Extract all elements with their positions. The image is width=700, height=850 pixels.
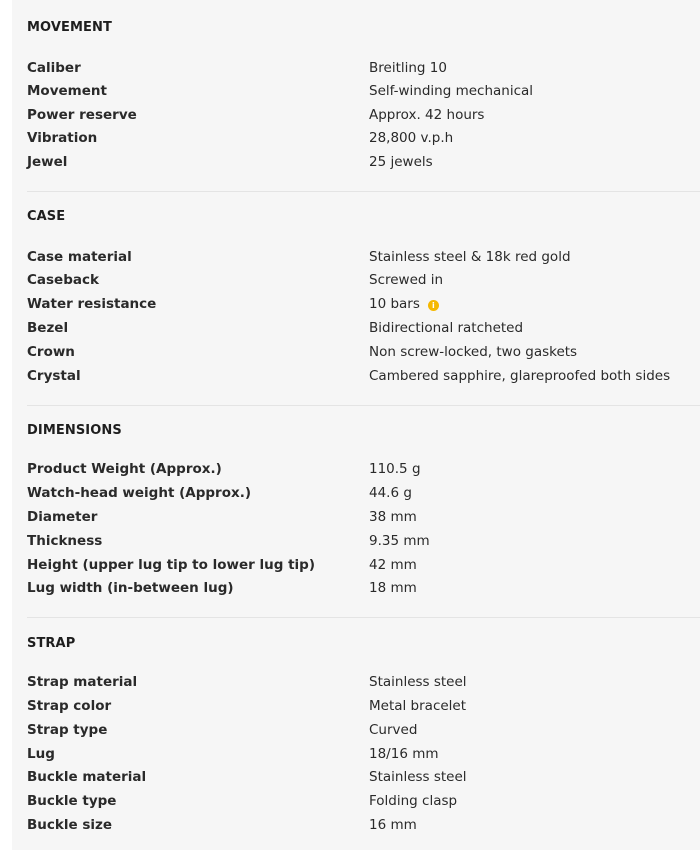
spec-value: Bidirectional ratcheted <box>369 320 524 336</box>
spec-row-buckle-material <box>12 765 700 789</box>
spec-value: Metal bracelet <box>369 698 467 714</box>
spec-row-bezel <box>12 316 700 340</box>
spec-label: Strap type <box>27 722 108 738</box>
spec-value: 25 jewels <box>369 154 433 170</box>
spec-value: 18/16 mm <box>369 746 439 762</box>
spec-label: Buckle type <box>27 793 117 809</box>
spec-row-caliber <box>12 56 700 80</box>
spec-label: Movement <box>27 83 107 99</box>
spec-label: Height (upper lug tip to lower lug tip) <box>27 557 316 573</box>
section-title-case: CASE <box>27 209 66 224</box>
spec-value: Cambered sapphire, glareproofed both sides <box>369 368 671 384</box>
spec-label: Strap material <box>27 674 138 690</box>
spec-label: Buckle material <box>27 769 147 785</box>
spec-value: 9.35 mm <box>369 533 430 549</box>
spec-label: Product Weight (Approx.) <box>27 461 222 477</box>
spec-row-jewel <box>12 150 700 174</box>
spec-value: Self-winding mechanical <box>369 83 534 99</box>
spec-value: 38 mm <box>369 509 417 525</box>
spec-row-water-resistance <box>12 292 700 316</box>
section-title-strap: STRAP <box>27 636 76 651</box>
spec-value: 42 mm <box>369 557 417 573</box>
spec-label: Buckle size <box>27 817 113 833</box>
spec-row-strap-type <box>12 718 700 742</box>
spec-row-caseback <box>12 268 700 292</box>
spec-value: Folding clasp <box>369 793 458 809</box>
spec-row-watch-head-weight <box>12 481 700 505</box>
info-icon[interactable]: i <box>428 300 439 311</box>
spec-row-buckle-size <box>12 813 700 837</box>
spec-row-buckle-type <box>12 789 700 813</box>
section-divider <box>27 405 700 406</box>
spec-row-crystal <box>12 364 700 388</box>
spec-row-diameter <box>12 505 700 529</box>
spec-label: Crystal <box>27 368 81 384</box>
spec-value: Approx. 42 hours <box>369 107 485 123</box>
spec-value: 16 mm <box>369 817 417 833</box>
spec-value-text: 10 bars <box>369 296 420 312</box>
spec-row-thickness <box>12 529 700 553</box>
spec-value: Screwed in <box>369 272 444 288</box>
spec-row-lug <box>12 742 700 766</box>
spec-label: Thickness <box>27 533 103 549</box>
spec-value: Breitling 10 <box>369 60 447 76</box>
spec-row-strap-color <box>12 694 700 718</box>
spec-label: Watch-head weight (Approx.) <box>27 485 251 501</box>
section-title-movement: MOVEMENT <box>27 20 112 35</box>
section-divider <box>27 191 700 192</box>
spec-label: Diameter <box>27 509 98 525</box>
spec-value: Stainless steel & 18k red gold <box>369 249 571 265</box>
spec-label: Lug <box>27 746 55 762</box>
spec-value: 110.5 g <box>369 461 421 477</box>
spec-label: Strap color <box>27 698 112 714</box>
section-title-dimensions: DIMENSIONS <box>27 423 122 438</box>
spec-label: Jewel <box>27 154 68 170</box>
spec-label: Lug width (in-between lug) <box>27 580 234 596</box>
spec-row-crown <box>12 340 700 364</box>
spec-label: Caliber <box>27 60 81 76</box>
spec-row-product-weight <box>12 457 700 481</box>
spec-label: Crown <box>27 344 75 360</box>
section-divider <box>27 617 700 618</box>
spec-label: Caseback <box>27 272 99 288</box>
spec-value: Curved <box>369 722 418 738</box>
spec-value <box>369 292 439 316</box>
spec-value: Non screw-locked, two gaskets <box>369 344 578 360</box>
spec-value: 18 mm <box>369 580 417 596</box>
spec-value: Stainless steel <box>369 769 467 785</box>
spec-label: Case material <box>27 249 132 265</box>
spec-value: 28,800 v.p.h <box>369 130 454 146</box>
spec-value: 44.6 g <box>369 485 412 501</box>
spec-row-power-reserve <box>12 103 700 127</box>
spec-value: Stainless steel <box>369 674 467 690</box>
spec-row-vibration <box>12 126 700 150</box>
spec-label: Power reserve <box>27 107 137 123</box>
spec-row-case-material <box>12 245 700 269</box>
spec-label: Water resistance <box>27 296 157 312</box>
spec-row-height <box>12 553 700 577</box>
spec-label: Bezel <box>27 320 69 336</box>
specifications-panel <box>12 0 700 850</box>
spec-row-movement <box>12 79 700 103</box>
spec-row-strap-material <box>12 670 700 694</box>
spec-row-lug-width <box>12 576 700 600</box>
spec-label: Vibration <box>27 130 98 146</box>
